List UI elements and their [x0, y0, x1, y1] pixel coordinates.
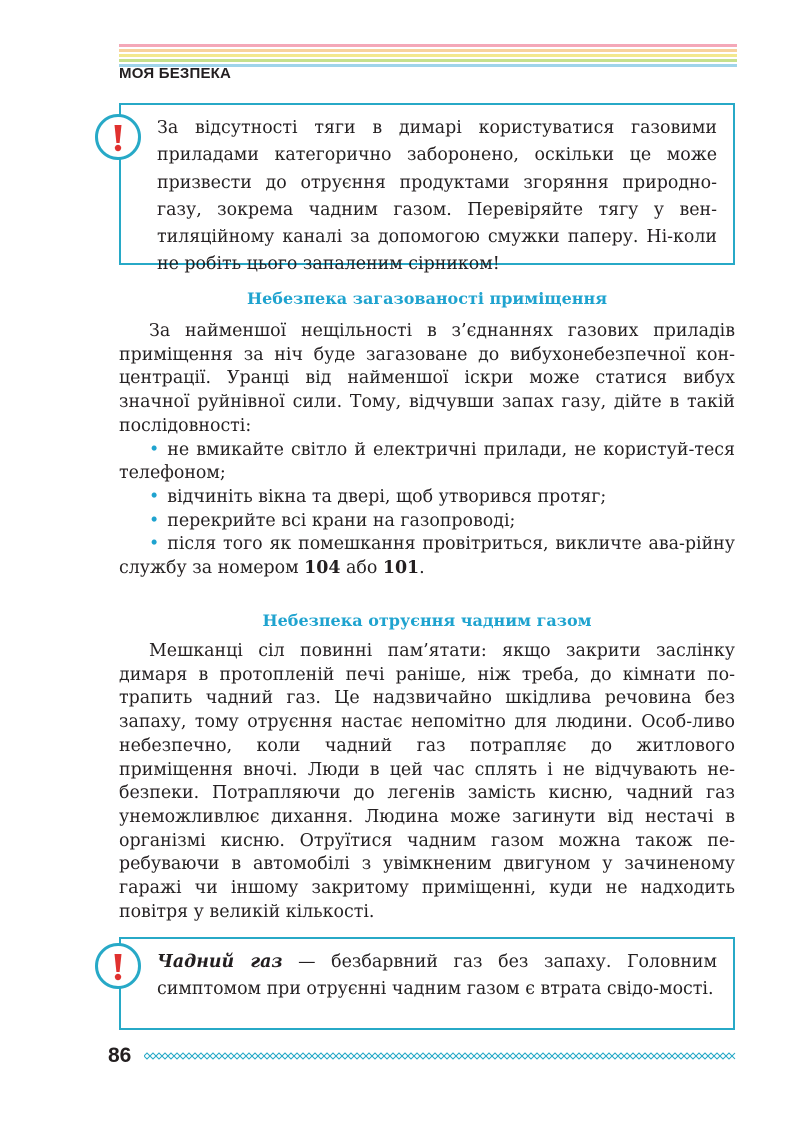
list-item: • перекрийте всі крани на газопроводі;: [149, 510, 516, 531]
bullet-icon: •: [149, 510, 160, 531]
warning-text: За відсутності тяги в димарі користуватися газовими приладами категорично заборонено, оскільки це може призвести до отруєння продуктами згоряння природно-газу, зокрема чадним газом. Перевіряйте тягу у вен-тиляційному каналі за допомогою смужки паперу. Ні-коли не робіть цього запаленим сірником!: [157, 118, 717, 275]
exclamation-icon: [95, 943, 141, 989]
warning-box: [119, 103, 735, 275]
emergency-number: 101: [382, 558, 420, 579]
exclamation-icon: [95, 114, 141, 160]
definition-box: [119, 937, 735, 1030]
definition-text: — безбарвний газ без запаху. Головним симптомом при отруєнні чадним газом є втрата свідо-мості.: [157, 952, 717, 1000]
paragraph: За найменшої нещільності в з’єднаннях газових приладів приміщення за ніч буде загазоване до вибухонебезпечної кон-центрації. Уранці від найменшої іскри може статися вибух значної руйнівної сили. Тому, відчувши запах газу, дійте в такій послідовності:: [119, 321, 735, 436]
list-item: • після того як помешкання провітриться, викличте ава-рійну службу за номером 104 або 101.: [119, 534, 735, 579]
carbon-monoxide-section: [119, 640, 735, 924]
page-number: 86: [108, 1044, 132, 1067]
paragraph: Мешканці сіл повинні пам’ятати: якщо закрити заслінку димаря в протопленій печі раніше, ніж треба, до кімнати по-трапить чадний газ. Це надзвичайно шкідлива речовина без запаху, тому отруєння настає непомітно для людини. Особ-ливо небезпечно, коли чадний газ потрапляє до житлового приміщення вночі. Люди в цей час сплять і не відчувають не-безпеки. Потрапляючи до легенів замість кисню, чадний газ унеможливлює дихання. Людина може загинути від нестачі в організмі кисню. Отруїтися чадним газом можна також пе-ребуваючи в автомобілі з увімкненим двигуном у зачиненому гаражі чи іншому закритому приміщенні, куди не надходить повітря у великій кількості.: [119, 641, 735, 922]
bullet-icon: •: [149, 439, 160, 460]
footer-zigzag-rule: [144, 1052, 736, 1060]
list-item: • відчиніть вікна та двері, щоб утворився протяг;: [149, 486, 607, 507]
section-heading: Небезпека отруєння чадним газом: [262, 611, 592, 630]
emergency-number: 104: [304, 558, 341, 579]
bullet-icon: •: [149, 534, 160, 555]
gas-leak-section: [119, 320, 735, 581]
section-label: МОЯ БЕЗПЕКА: [119, 65, 232, 82]
list-item: • не вмикайте світло й електричні прилади, не користуй-теся телефоном;: [119, 439, 735, 484]
definition-term: Чадний газ: [157, 952, 283, 972]
section-heading: Небезпека загазованості приміщення: [246, 289, 608, 308]
bullet-icon: •: [149, 486, 160, 507]
